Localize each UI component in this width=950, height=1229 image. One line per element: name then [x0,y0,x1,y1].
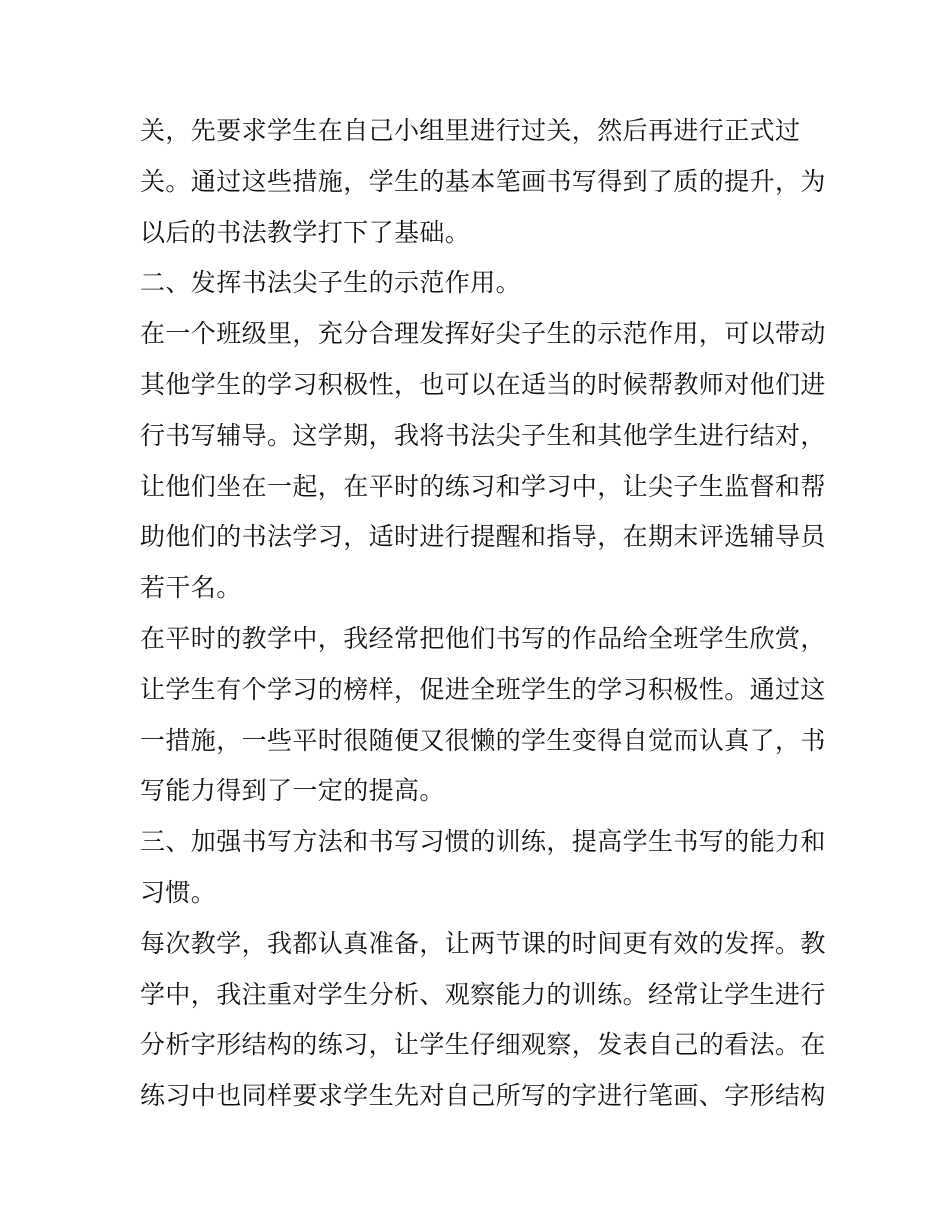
text-line: 关。通过这些措施，学生的基本笔画书写得到了质的提升，为 [140,166,826,196]
text-line: 关，先要求学生在自己小组里进行过关，然后再进行正式过 [140,116,801,145]
body-text [140,106,826,1122]
section-heading: 二、发挥书法尖子生的示范作用。 [140,268,522,298]
text-line: 在一个班级里，充分合理发挥好尖子生的示范作用，可以带动 [140,319,826,349]
text-line: 分析字形结构的练习，让学生仔细观察，发表自己的看法。在 [140,1030,826,1060]
text-line: 行书写辅导。这学期，我将书法尖子生和其他学生进行结对， [140,420,826,450]
section-heading: 习惯。 [140,877,217,907]
text-line: 以后的书法教学打下了基础。 [140,217,471,247]
section-heading: 三、加强书写方法和书写习惯的训练，提高学生书写的能力和 [140,827,826,857]
text-line: 助他们的书法学习，适时进行提醒和指导，在期末评选辅导员 [140,522,826,552]
text-line: 学中，我注重对学生分析、观察能力的训练。经常让学生进行 [140,979,826,1009]
text-line: 其他学生的学习积极性，也可以在适当的时候帮教师对他们进 [140,369,826,399]
text-line: 让他们坐在一起，在平时的练习和学习中，让尖子生监督和帮 [140,471,826,501]
text-line: 一措施，一些平时很随便又很懒的学生变得自觉而认真了，书 [140,725,826,755]
text-line: 写能力得到了一定的提高。 [140,776,445,806]
text-line: 每次教学，我都认真准备，让两节课的时间更有效的发挥。教 [140,928,826,958]
text-line: 练习中也同样要求学生先对自己所写的字进行笔画、字形结构 [140,1081,826,1111]
text-line: 在平时的教学中，我经常把他们书写的作品给全班学生欣赏， [140,623,826,653]
text-line: 让学生有个学习的榜样，促进全班学生的学习积极性。通过这 [140,674,826,704]
text-line: 若干名。 [140,573,242,603]
